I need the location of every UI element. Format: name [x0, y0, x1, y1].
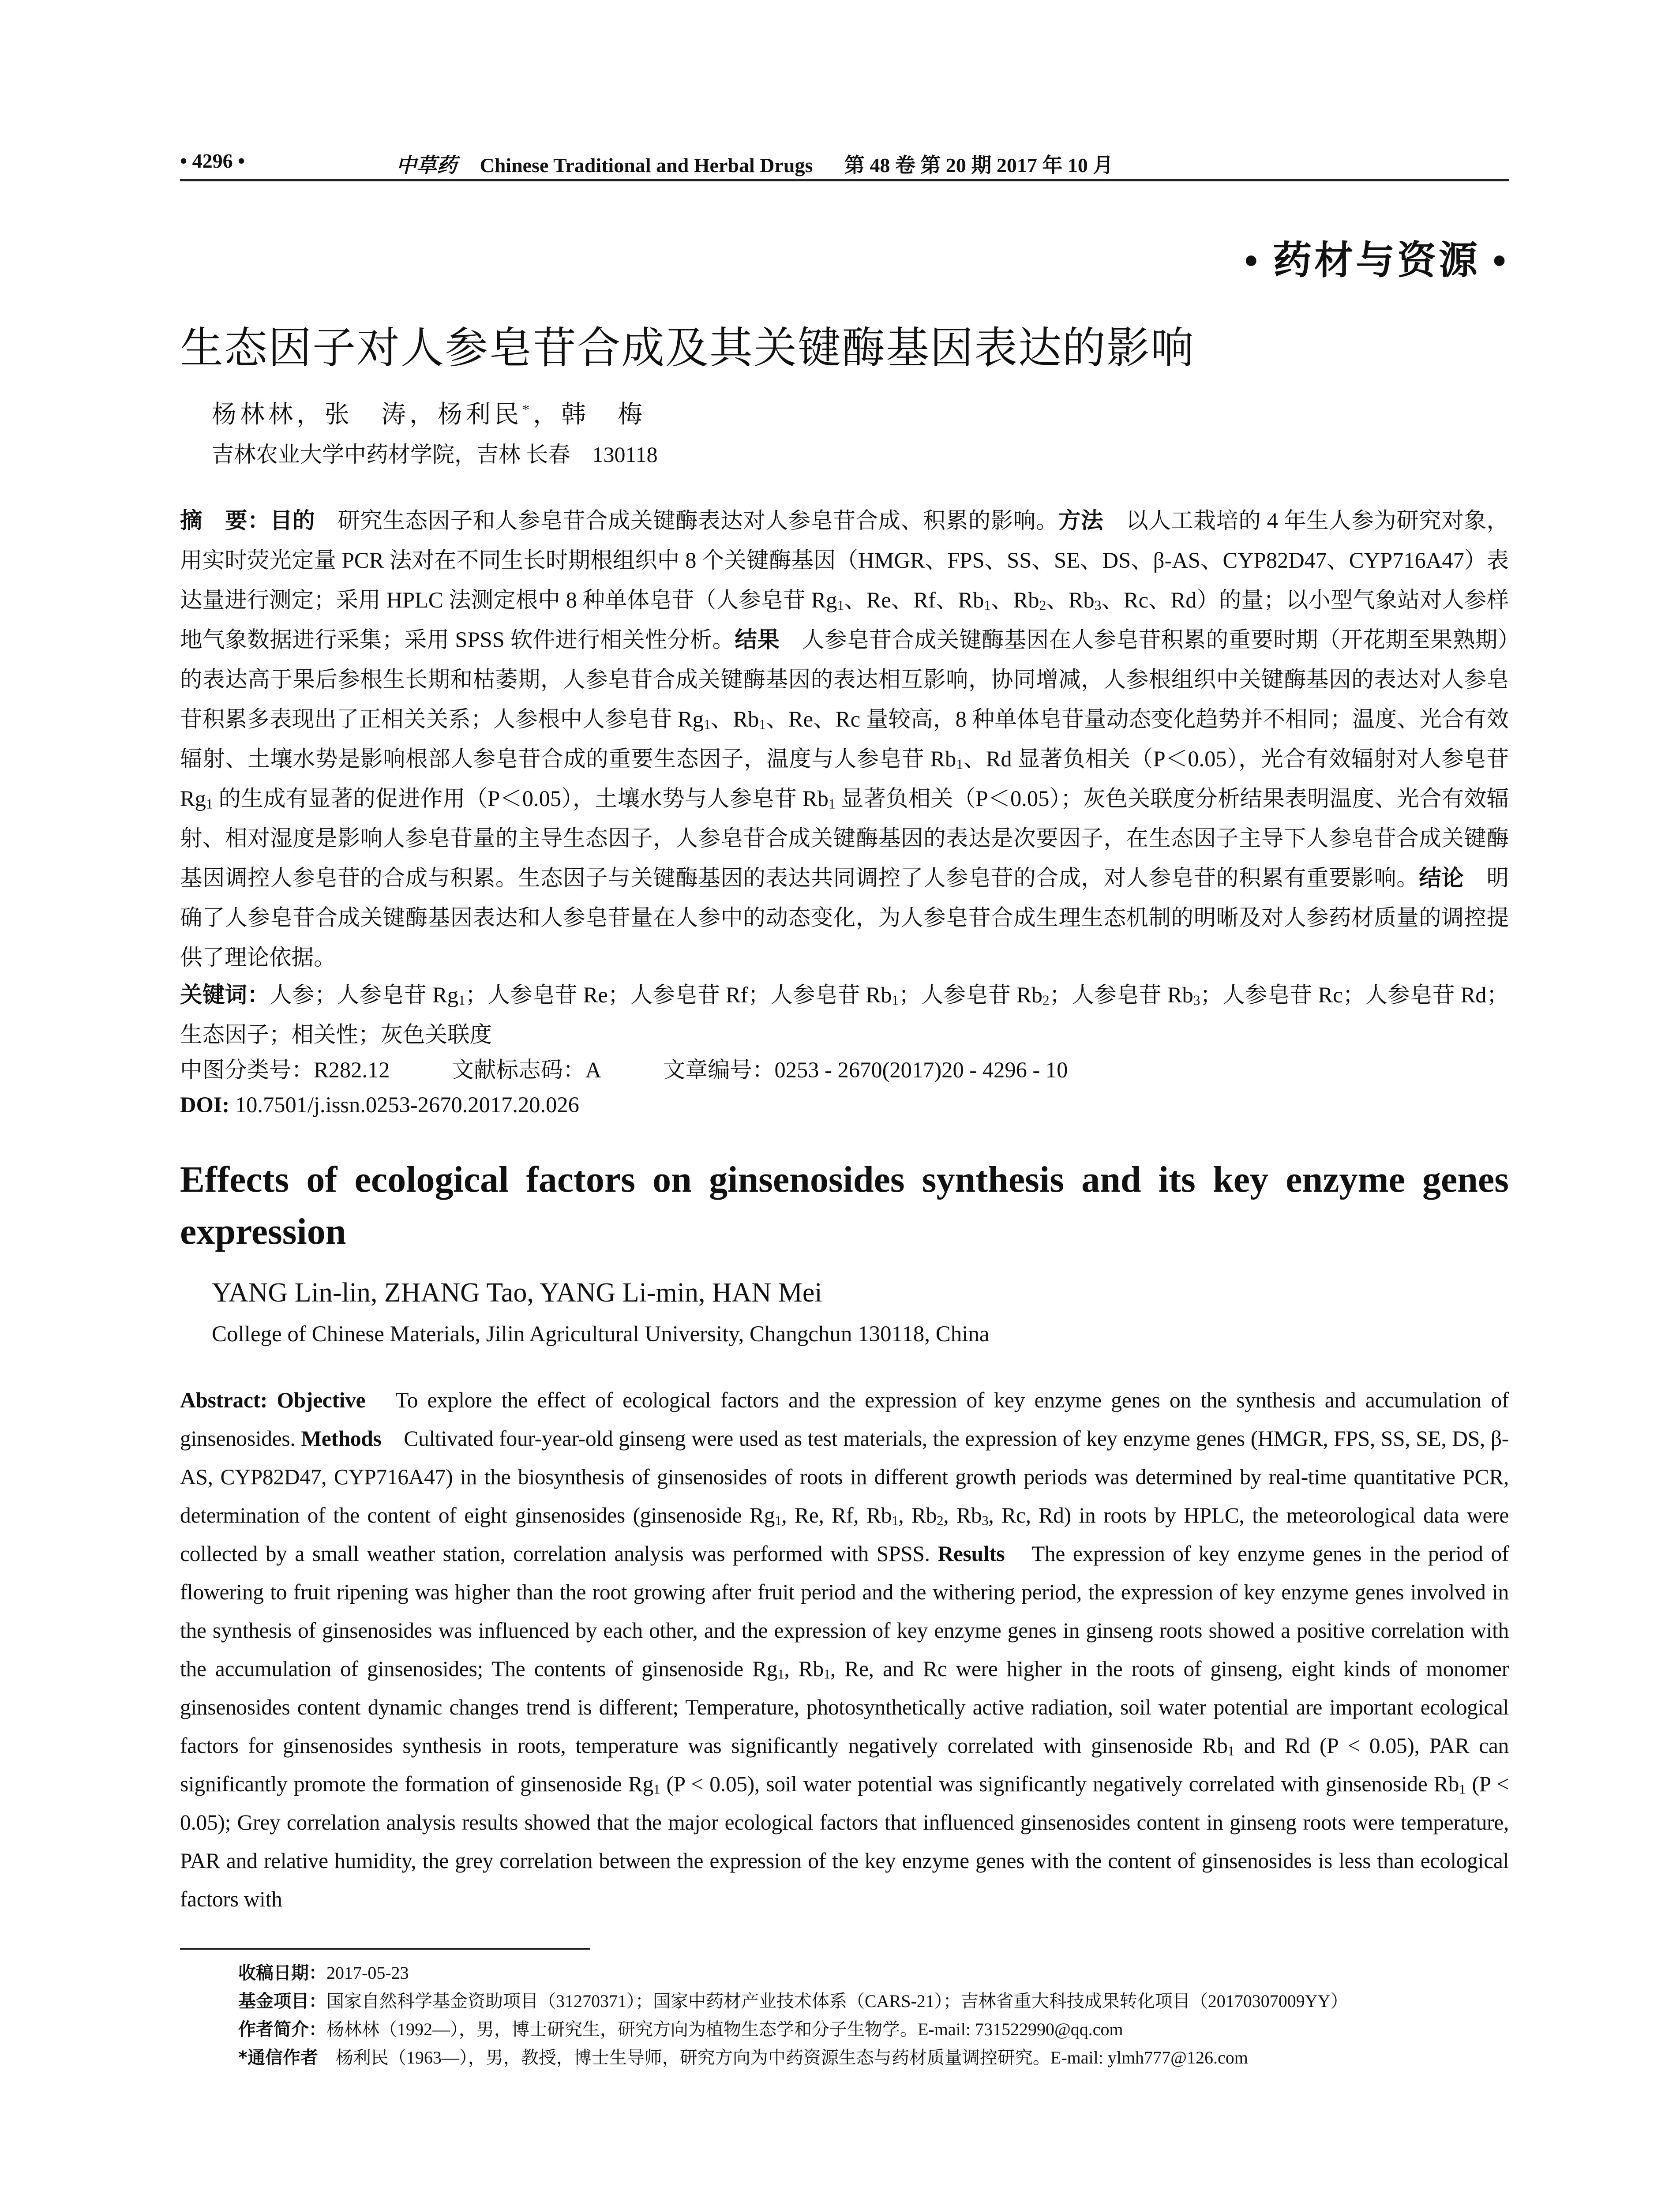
methods-text-cn: 、Re、Rf、Rb	[844, 588, 984, 612]
section-label: • 药材与资源 •	[1244, 240, 1509, 282]
doi-label: DOI:	[180, 1092, 230, 1117]
authors-en: YANG Lin-lin, ZHANG Tao, YANG Li-min, HAN Mei	[212, 1278, 822, 1308]
subscript: 3	[1193, 992, 1200, 1008]
title-en: Effects of ecological factors on ginsenosides synthesis and its key enzyme genes expression	[180, 1159, 1509, 1252]
methods-text-en: , Rb	[943, 1503, 982, 1527]
header-rule	[180, 179, 1509, 181]
clc-label: 中图分类号：	[180, 1057, 314, 1083]
objective-label-cn: 目的	[270, 507, 315, 533]
doi-value[interactable]: 10.7501/j.issn.0253-2670.2017.20.026	[229, 1092, 579, 1117]
subscript: 3	[1094, 597, 1102, 613]
subscript: 1	[892, 992, 899, 1008]
journal-name-cn: 中草药	[396, 153, 457, 177]
subscript: 1	[777, 1666, 784, 1682]
subscript: 2	[1042, 992, 1050, 1008]
subscript: 1	[823, 1666, 830, 1682]
results-label-cn: 结果	[735, 627, 780, 653]
running-header	[180, 141, 1509, 182]
title-cn: 生态因子对人参皂苷合成及其关键酶基因表达的影响	[180, 323, 1195, 373]
keywords-text: 人参；人参皂苷 Rg	[270, 983, 458, 1007]
abstract-cn-label: 摘 要：	[180, 507, 270, 533]
footnote-value: 杨利民（1963—），男，教授，博士生导师，研究方向为中药资源生态与药材质量调控研究。E-mail: ylmh777@126.com	[318, 2048, 1248, 2067]
methods-label-cn: 方法	[1058, 507, 1104, 533]
keywords-text: ；人参皂苷 Rc；人参皂苷 Rd；生态因子；相关性；灰色关联度	[180, 983, 1509, 1047]
subscript: 3	[982, 1513, 989, 1528]
footnote-label: 作者简介：	[238, 2019, 326, 2040]
keywords-text: ；人参皂苷 Rb	[899, 983, 1043, 1007]
results-text-cn: 人参皂苷合成关键酶基因在人参皂苷积累的重要时期（开花期至果熟期）的表达高于果后参根生长期和枯萎期，人参皂苷合成关键酶基因的表达相互影响，协同增减，人参根组织中关键酶基因的表达对人参皂苷积累多表现出了正相关关系；人参根中人参皂苷 Rg	[180, 627, 1509, 732]
objective-text-cn: 研究生态因子和人参皂苷合成关键酶表达对人参皂苷合成、积累的影响。	[315, 508, 1058, 533]
methods-label-en: Methods	[295, 1426, 382, 1451]
subscript: 1	[206, 796, 213, 812]
subscript: 1	[703, 717, 711, 732]
results-text-en: , Re, and Rc were higher in the roots of ginseng, eight kinds of monomer ginsenosides content dynamic changes trend is different; Temperature, photosynthetically active radiation, soil water potential are important ecological factors for ginsenosides synthesis in roots, temperature was significantly negatively correlated with ginsenoside Rb	[180, 1657, 1509, 1758]
methods-text-cn: 、Rb	[991, 588, 1039, 612]
methods-text-cn: 以人工栽培的 4 年生人参为研究对象，用实时荧光定量 PCR 法对在不同生长时期根组织中 8 个关键酶基因（HMGR、FPS、SS、SE、DS、β-AS、CYP82D47、CYP716A47）表达量进行测定；采用 HPLC 法测定根中 8 种单体皂苷（人参皂苷 Rg	[180, 508, 1509, 612]
keywords-label-cn: 关键词：	[180, 982, 270, 1008]
methods-text-en: , Re, Rf, Rb	[781, 1503, 892, 1527]
abstract-en-label: Abstract: Objective	[180, 1388, 366, 1412]
abstract-en	[180, 1381, 1509, 1918]
doc-code-value: A	[585, 1058, 602, 1082]
journal-name-en: Chinese Traditional and Herbal Drugs	[480, 154, 813, 176]
methods-text-cn: 、Rc、Rd）的量；以小型气象站对人参样地气象数据进行采集；采用 SPSS 软件进行相关性分析。	[180, 588, 1509, 652]
results-text-cn: 显著负相关（P＜0.05）；灰色关联度分析结果表明温度、光合有效辐射、相对湿度是影响人参皂苷量的主导生态因子，人参皂苷合成关键酶基因的表达是次要因子，在生态因子主导下人参皂苷合成关键酶基因调控人参皂苷的合成与积累。生态因子与关键酶基因的表达共同调控了人参皂苷的合成，对人参皂苷的积累有重要影响。	[180, 786, 1509, 890]
conclusion-label-cn: 结论	[1419, 865, 1464, 891]
footnote-label: 基金项目：	[238, 1991, 326, 2011]
methods-text-en: Cultivated four-year-old ginseng were used as test materials, the expression of key enzyme genes (HMGR, FPS, SS, SE, DS, β-AS, CYP82D47, CYP716A47) in the biosynthesis of ginsenosides of roots in different growth periods was determined by real-time quantitative PCR, determination of the content of eight ginsenosides (ginsenoside Rg	[180, 1426, 1509, 1527]
results-text-cn: 、Re、Rc 量较高，8 种单体皂苷量动态变化趋势并不相同；温度、光合有效辐射、土壤水势是影响根部人参皂苷合成的重要生态因子，温度与人参皂苷 Rb	[180, 707, 1509, 771]
subscript: 1	[775, 1513, 782, 1528]
footnote-label: *通信作者	[238, 2048, 318, 2068]
subscript: 1	[458, 992, 465, 1008]
footnote-corresponding	[238, 2044, 1509, 2072]
results-text-en: and Rd (P < 0.05), PAR can significantly promote the formation of ginsenoside Rg	[180, 1733, 1509, 1796]
authors-cn-names: 杨林林，张 涛，杨利民	[212, 401, 522, 428]
methods-text-en: , Rc, Rd) in roots by HPLC, the meteorological data were collected by a small weather station, correlation analysis was performed with SPSS.	[180, 1503, 1509, 1566]
methods-text-en: , Rb	[898, 1503, 937, 1527]
journal-issue: 第 48 卷 第 20 期 2017 年 10 月	[844, 154, 1114, 176]
keywords-cn	[180, 975, 1509, 1054]
objective-text-en: To explore the effect of ecological factors and the expression of key enzyme genes on the synthesis and accumulation of ginsenosides.	[180, 1388, 1509, 1451]
results-text-en: , Rb	[784, 1657, 824, 1681]
conclusion-text-cn: 明确了人参皂苷合成关键酶基因表达和人参皂苷量在人参中的动态变化，为人参皂苷合成生理生态机制的明晰及对人参药材质量的调控提供了理论依据。	[180, 866, 1509, 970]
footnote-value: 杨林林（1992—），男，博士研究生，研究方向为植物生态学和分子生物学。E-mail: 731522990@qq.com	[326, 2019, 1123, 2039]
subscript: 1	[653, 1782, 660, 1797]
methods-text-cn: 、Rb	[1046, 588, 1095, 612]
keywords-text: ；人参皂苷 Rb	[1049, 983, 1193, 1007]
article-number-label: 文章编号：	[663, 1057, 775, 1083]
page-number: • 4296 •	[180, 150, 245, 172]
footnote-value: 2017-05-23	[326, 1963, 409, 1983]
subscript: 1	[759, 717, 766, 732]
subscript: 1	[837, 597, 844, 613]
subscript: 1	[828, 796, 836, 812]
results-text-cn: 、Rb	[710, 707, 759, 732]
authors-cn	[212, 395, 646, 430]
results-text-en: (P < 0.05); Grey correlation analysis results showed that the major ecological factors that influenced ginsenosides content in ginseng roots were temperature, PAR and relative humidity, the grey correlation between the expression of the key enzyme genes with the content of ginsenosides is less than ecological factors with	[180, 1772, 1509, 1911]
results-text-cn: 、Rd 显著负相关（P＜0.05），光合有效辐射对人参皂苷 Rg	[180, 747, 1509, 811]
keywords-text: ；人参皂苷 Re；人参皂苷 Rf；人参皂苷 Rb	[465, 983, 892, 1007]
classification-line	[180, 1052, 1068, 1084]
results-text-en: The expression of key enzyme genes in the period of flowering to fruit ripening was higher than the root growing after fruit period and the withering period, the expression of key enzyme genes involved in the synthesis of ginsenosides was influenced by each other, and the expression of key enzyme genes in ginseng roots showed a positive correlation with the accumulation of ginsenosides; The contents of ginsenoside Rg	[180, 1542, 1509, 1681]
clc-value: R282.12	[314, 1058, 390, 1082]
footnote-received	[238, 1959, 1509, 1987]
footnote-rule	[180, 1948, 590, 1950]
footnote-value: 国家自然科学基金资助项目（31270371）；国家中药材产业技术体系（CARS-21）；吉林省重大科技成果转化项目（20170307009YY）	[326, 1991, 1348, 2011]
abstract-cn	[180, 501, 1509, 977]
subscript: 2	[1039, 597, 1046, 613]
results-label-en: Results	[930, 1542, 1005, 1566]
subscript: 1	[892, 1513, 899, 1528]
corresponding-author-mark: *	[522, 401, 533, 417]
footnote-label: 收稿日期：	[238, 1963, 326, 1983]
doi-line	[180, 1092, 579, 1118]
affiliation-cn: 吉林农业大学中药材学院，吉林 长春 130118	[212, 442, 658, 467]
footnote-funding	[238, 1987, 1509, 2015]
affiliation-en: College of Chinese Materials, Jilin Agricultural University, Changchun 130118, China	[212, 1322, 990, 1347]
authors-cn-last: ，韩 梅	[533, 401, 646, 428]
subscript: 1	[1459, 1782, 1466, 1797]
subscript: 2	[937, 1513, 944, 1528]
footnotes	[238, 1959, 1509, 2072]
subscript: 1	[984, 597, 991, 613]
subscript: 1	[956, 756, 963, 772]
journal-line	[396, 149, 1113, 178]
subscript: 1	[1227, 1743, 1234, 1759]
doc-code-label: 文献标志码：	[451, 1057, 585, 1083]
results-text-en: (P < 0.05), soil water potential was significantly negatively correlated with ginsenoside Rb	[660, 1772, 1459, 1796]
results-text-cn: 的生成有显著的促进作用（P＜0.05），土壤水势与人参皂苷 Rb	[213, 786, 829, 811]
footnote-author-bio	[238, 2015, 1509, 2044]
article-number-value: 0253 - 2670(2017)20 - 4296 - 10	[774, 1058, 1068, 1082]
